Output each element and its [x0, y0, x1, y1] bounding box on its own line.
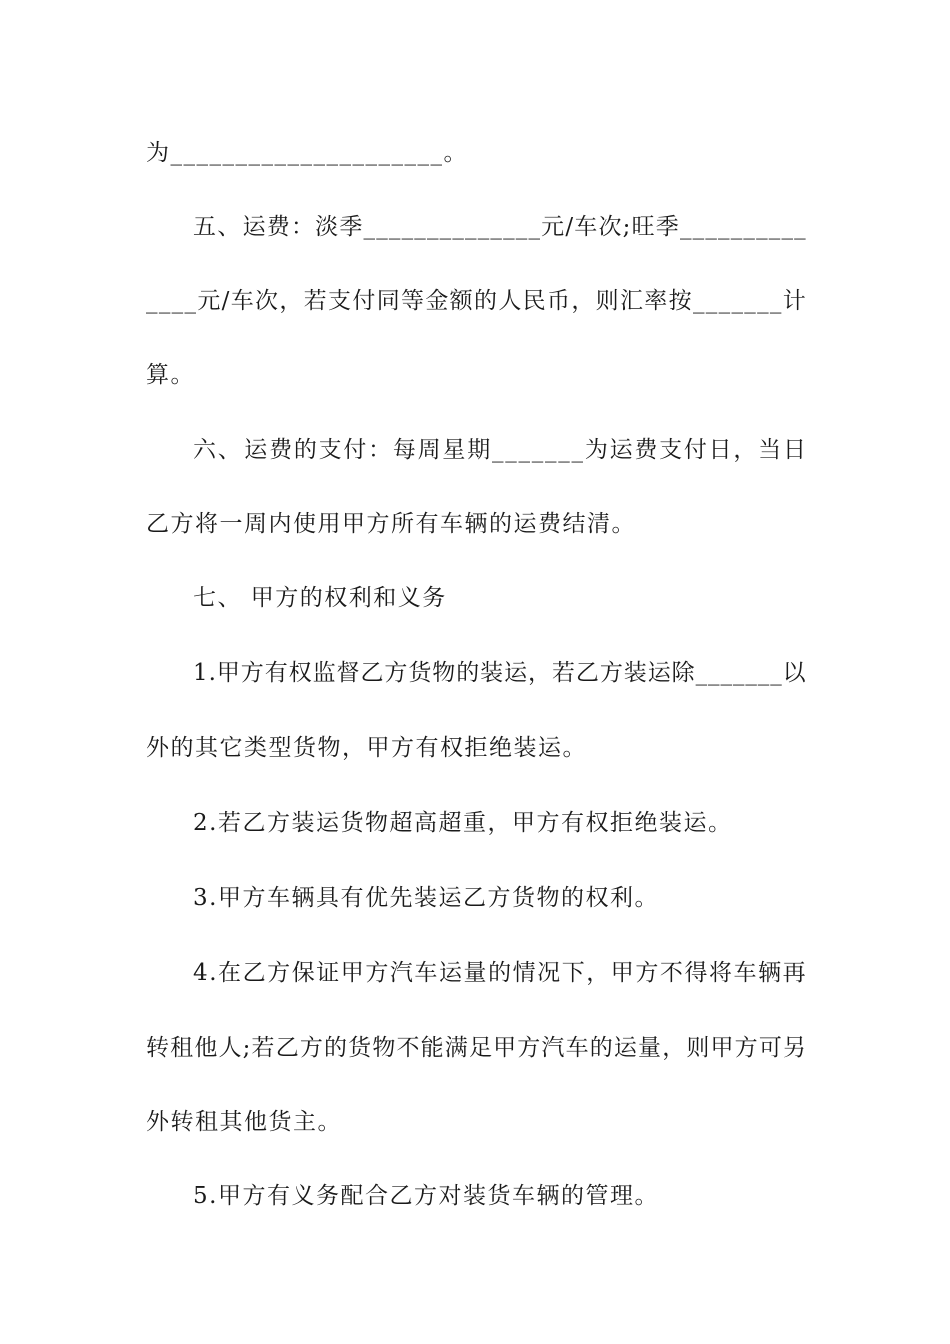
text-line-11: 3.甲方车辆具有优先装运乙方货物的权利。 — [193, 885, 659, 911]
text-line-15: 5.甲方有义务配合乙方对装货车辆的管理。 — [193, 1183, 659, 1209]
section-heading-7: 七、 甲方的权利和义务 — [193, 585, 447, 611]
text-line-10: 2.若乙方装运货物超高超重，甲方有权拒绝装运。 — [193, 810, 733, 836]
text-line-8: 1 . 甲 方 有 权 监 督 乙 方 货 物 的 装 运 ， 若 乙 方 装 运 除 _ _ _ _ _ _ _ 以 — [193, 660, 806, 686]
text-line-9: 外的其它类型货物，甲方有权拒绝装运。 — [146, 735, 587, 761]
text-line-1: 为_____________________。 — [146, 140, 468, 166]
text-line-4: 算。 — [146, 362, 195, 388]
text-line-2: 五 、 运 费 ： 淡 季 _ _ _ _ _ _ _ _ _ _ _ _ _ _ 元 / 车 次 ; 旺 季 _ _ _ _ _ _ _ _ _ _ — [193, 214, 806, 240]
text-line-12: 4 . 在 乙 方 保 证 甲 方 汽 车 运 量 的 情 况 下 ， 甲 方 不 得 将 车 辆 再 — [193, 960, 806, 986]
text-line-5: 六 、 运 费 的 支 付 ： 每 周 星 期 _ _ _ _ _ _ _ 为 运 费 支 付 日 ， 当 日 — [193, 437, 806, 463]
text-line-3: _ _ _ _ 元 / 车 次 ， 若 支 付 同 等 金 额 的 人 民 币 ， 则 汇 率 按 _ _ _ _ _ _ _ 计 — [146, 288, 806, 314]
text-line-6: 乙方将一周内使用甲方所有车辆的运费结清。 — [146, 511, 636, 537]
text-line-14: 外转租其他货主。 — [146, 1109, 342, 1135]
text-line-13: 转 租 他 人 ; 若 乙 方 的 货 物 不 能 满 足 甲 方 汽 车 的 运 量 ， 则 甲 方 可 另 — [146, 1035, 806, 1061]
